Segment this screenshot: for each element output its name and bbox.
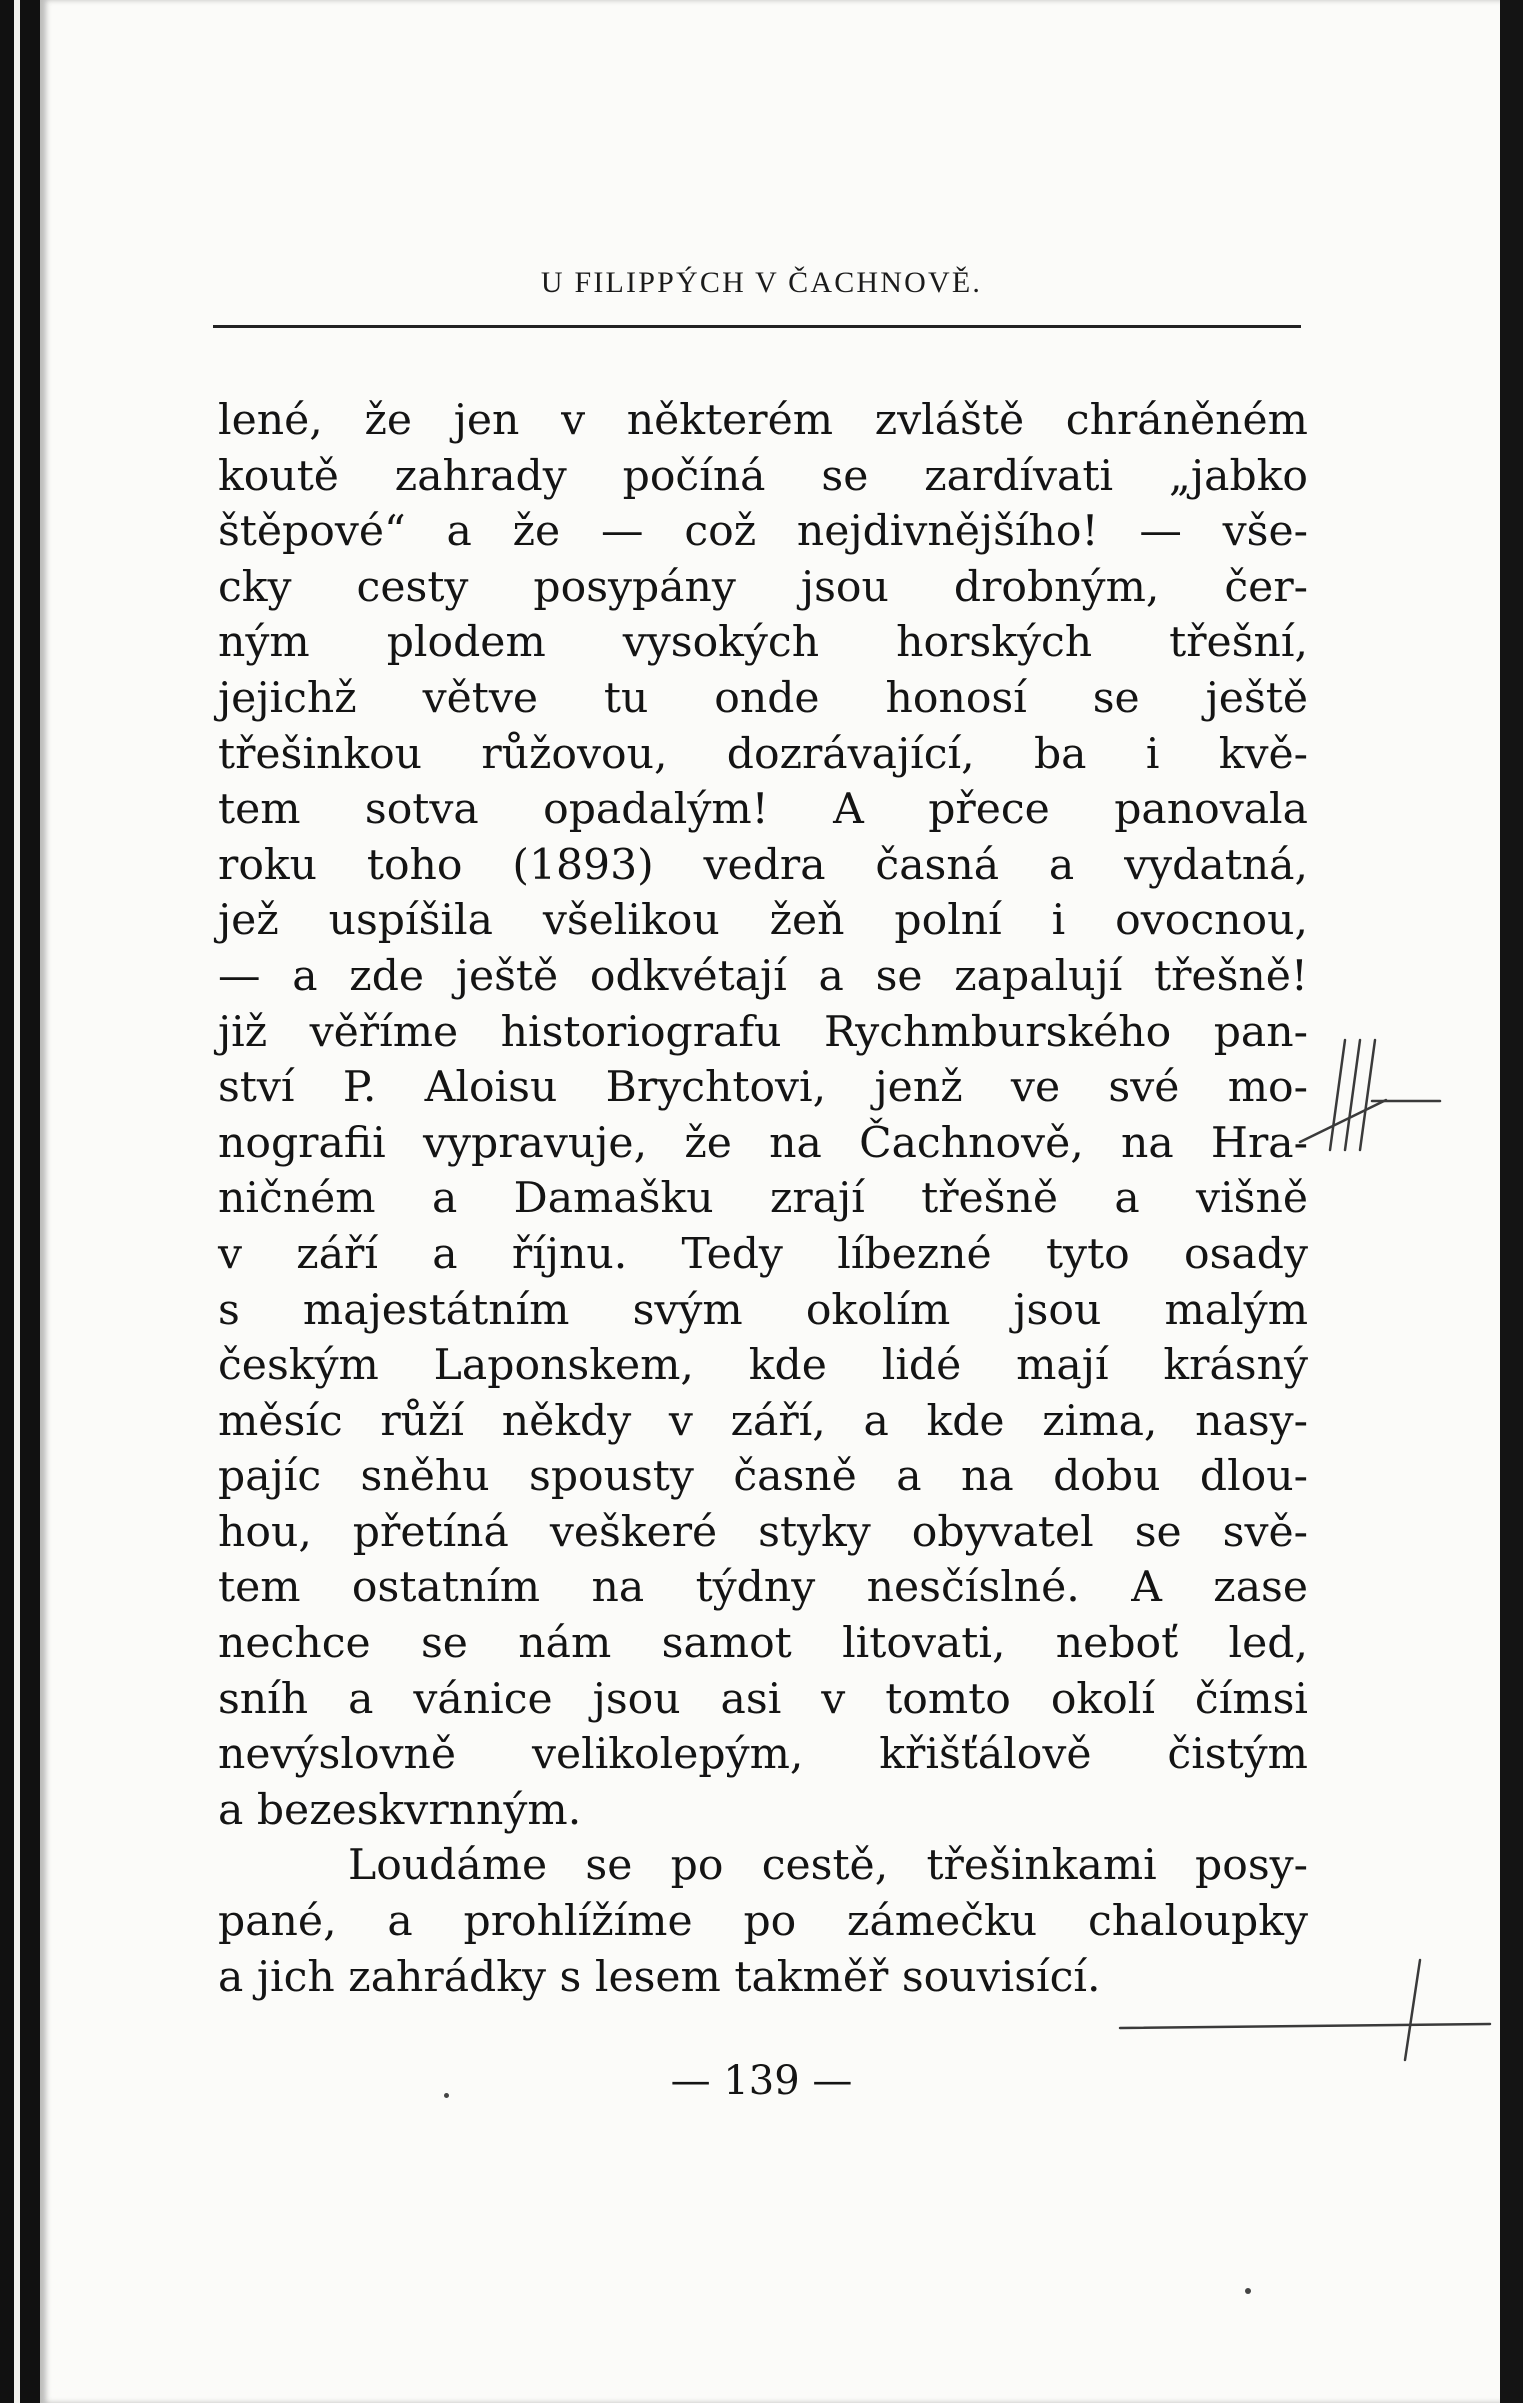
text-line: českým Laponskem, kde lidé mají krásný [218, 1341, 1308, 1391]
text-line: tem sotva opadalým! A přece panovala [218, 785, 1308, 835]
text-line: pajíc sněhu spousty časně a na dobu dlou- [218, 1452, 1308, 1502]
text-line: ným plodem vysokých horských třešní, [218, 618, 1308, 668]
text-line: měsíc růží někdy v září, a kde zima, nasy- [218, 1396, 1308, 1446]
text-line: lené, že jen v některém zvláště chráněném [218, 396, 1308, 445]
text-line: štěpové“ a že — což nejdivnějšího! — vše- [218, 507, 1308, 557]
page-number: — 139 — [670, 2058, 853, 2104]
text-line: cky cesty posypány jsou drobným, čer- [218, 562, 1308, 612]
running-head: U FILIPPÝCH V ČACHNOVĚ. [540, 266, 983, 299]
pencil-stroke [1120, 2024, 1490, 2028]
text-line: třešinkou růžovou, dozrávající, ba i kvě- [218, 729, 1308, 779]
text-line: hou, přetíná veškeré styky obyvatel se svě- [218, 1507, 1308, 1557]
text-line: jejichž větve tu onde honosí se ještě [218, 673, 1308, 723]
pencil-stroke [1300, 1100, 1386, 1142]
text-line: a jich zahrádky s lesem takměř souvisící. [218, 1952, 1101, 2002]
pencil-stroke [1330, 1040, 1345, 1150]
text-line: ství P. Aloisu Brychtovi, jenž ve své mo- [218, 1063, 1308, 1113]
text-line: jež uspíšila všelikou žeň polní i ovocnou, [218, 896, 1308, 946]
pencil-stroke [1405, 1960, 1420, 2060]
pencil-stroke [1360, 1040, 1375, 1150]
text-line: ničném a Damašku zrají třešně a višně [218, 1174, 1308, 1224]
text-line: nechce se nám samot litovati, neboť led, [218, 1619, 1308, 1669]
text-line: sníh a vánice jsou asi v tomto okolí čímsi [218, 1674, 1308, 1724]
text-line: koutě zahrady počíná se zardívati „jabko [218, 451, 1308, 501]
text-line: Loudáme se po cestě, třešinkami posy- [348, 1841, 1308, 1891]
text-line: tem ostatním na týdny nesčíslné. A zase [218, 1563, 1308, 1613]
text-line: a bezeskvrnným. [218, 1785, 582, 1835]
text-line: nografii vypravuje, že na Čachnově, na Hra- [218, 1118, 1308, 1168]
pencil-stroke [1345, 1040, 1360, 1150]
text-line: — a zde ještě odkvétají a se zapalují třešně! [218, 951, 1308, 1001]
text-line: již věříme historiografu Rychmburského pan- [218, 1007, 1308, 1057]
text-line: nevýslovně velikolepým, křišťálově čistým [218, 1730, 1308, 1780]
text-line: pané, a prohlížíme po zámečku chaloupky [218, 1897, 1308, 1947]
text-line: s majestátním svým okolím jsou malým [218, 1285, 1308, 1335]
text-line: v září a říjnu. Tedy líbezné tyto osady [218, 1229, 1308, 1279]
text-line: roku toho (1893) vedra časná a vydatná, [218, 840, 1308, 890]
